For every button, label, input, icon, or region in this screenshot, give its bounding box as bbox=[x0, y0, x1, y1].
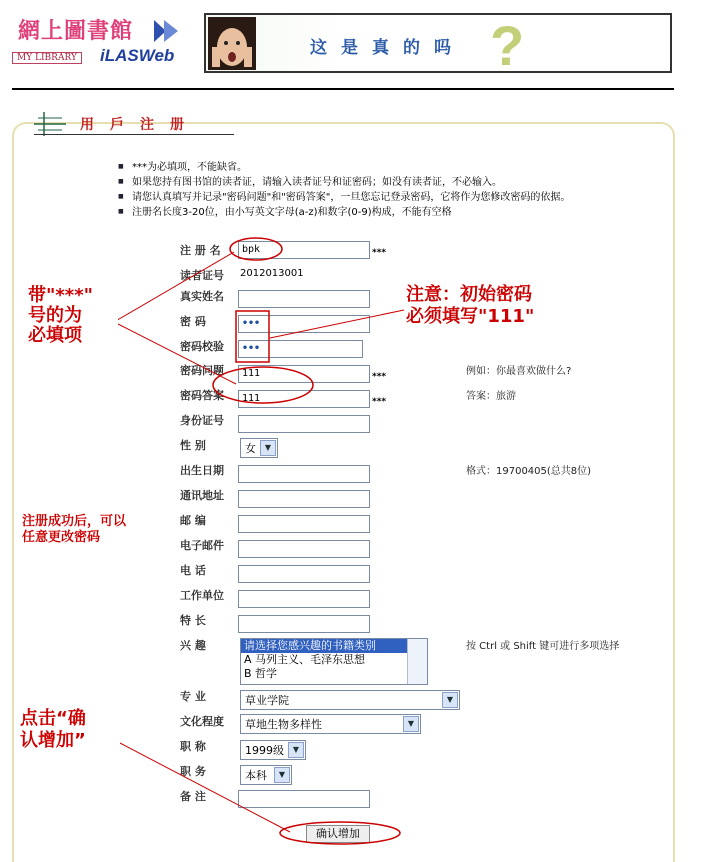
idcard-label: 身份证号 bbox=[180, 414, 224, 427]
interest-label: 兴 趣 bbox=[180, 639, 206, 652]
note-item: ■ ***为必填项，不能缺省。 bbox=[118, 160, 570, 175]
duty-label: 职 务 bbox=[180, 765, 206, 778]
reader-id-value: 2012013001 bbox=[240, 268, 304, 279]
chevron-down-icon[interactable]: ▼ bbox=[288, 742, 304, 758]
password-highlight-box bbox=[236, 311, 269, 362]
password-confirm-label: 密码校验 bbox=[180, 340, 224, 353]
chevron-down-icon[interactable]: ▼ bbox=[260, 440, 276, 456]
chevron-down-icon[interactable]: ▼ bbox=[274, 767, 290, 783]
education-value: 草地生物多样性 bbox=[245, 718, 322, 731]
answer-label: 密码答案 bbox=[180, 389, 224, 402]
realname-label: 真实姓名 bbox=[180, 290, 224, 303]
banner-slogan: 这是真的吗 bbox=[310, 38, 465, 58]
answer-input[interactable]: 111 bbox=[238, 390, 370, 408]
specialty-label: 特 长 bbox=[180, 614, 206, 627]
duty-value: 本科 bbox=[245, 769, 267, 782]
address-label: 通讯地址 bbox=[180, 489, 224, 502]
gender-label: 性 别 bbox=[180, 439, 206, 452]
note-item: ■ 请您认真填写并记录"密码问题"和"密码答案"，一旦您忘记登录密码，它将作为您修改密码的依据。 bbox=[118, 190, 570, 205]
question-input[interactable]: 111 bbox=[238, 365, 370, 383]
submit-highlight-ellipse bbox=[280, 822, 400, 844]
password-note-annotation: 注意：初始密码 必须填写"111" bbox=[406, 284, 535, 327]
required-note-annotation: 带"***" 号的为 必填项 bbox=[28, 286, 118, 426]
password-arrow-line bbox=[270, 310, 404, 338]
chevron-down-icon[interactable]: ▼ bbox=[442, 692, 458, 708]
required-mark: *** bbox=[372, 397, 387, 407]
question-mark-icon: ? bbox=[490, 14, 525, 77]
required-mark: *** bbox=[372, 248, 387, 258]
change-password-annotation: 注册成功后，可以 任意更改密码 bbox=[22, 514, 168, 546]
qa-highlight-ellipse bbox=[213, 367, 313, 403]
submit-arrow-line bbox=[118, 742, 290, 832]
phone-label: 电 话 bbox=[180, 564, 206, 577]
gender-value: 女 bbox=[245, 442, 256, 455]
question-label: 密码问题 bbox=[180, 364, 224, 377]
postcode-label: 邮 编 bbox=[180, 514, 206, 527]
list-item[interactable]: A 马列主义、毛泽东思想 bbox=[244, 653, 366, 666]
list-item[interactable]: 请选择您感兴趣的书籍类别 bbox=[241, 639, 412, 653]
username-input[interactable]: bpk bbox=[238, 241, 370, 259]
submit-button[interactable]: 确认增加 bbox=[306, 825, 370, 843]
submit-note-annotation: 点击“确 认增加” bbox=[20, 708, 120, 752]
required-arrow-line bbox=[114, 322, 236, 384]
remark-label: 备 注 bbox=[180, 790, 206, 803]
birthday-label: 出生日期 bbox=[180, 464, 224, 477]
list-item[interactable]: B 哲学 bbox=[244, 667, 278, 680]
interest-hint: 按 Ctrl 或 Shift 键可进行多项选择 bbox=[466, 641, 620, 652]
required-mark: *** bbox=[372, 372, 387, 382]
note-item: ■ 注册名长度3-20位，由小写英文字母(a-z)和数字(0-9)构成，不能有空格 bbox=[118, 205, 570, 220]
education-label: 文化程度 bbox=[180, 715, 224, 728]
password-input[interactable]: ••• bbox=[238, 315, 370, 333]
logo-brand: iLASWeb bbox=[100, 46, 175, 65]
required-arrow-line bbox=[114, 252, 234, 322]
note-item: ■ 如果您持有图书馆的读者证，请输入读者证号和证密码；如没有读者证，不必输入。 bbox=[118, 175, 570, 190]
answer-hint: 答案：旅游 bbox=[466, 391, 516, 402]
rank-value: 1999级 bbox=[245, 744, 284, 757]
rank-label: 职 称 bbox=[180, 740, 206, 753]
email-label: 电子邮件 bbox=[180, 539, 224, 552]
logo-chinese-text: 網上圖書館 bbox=[18, 18, 134, 44]
workplace-label: 工作单位 bbox=[180, 589, 224, 602]
username-label: 注 册 名 bbox=[180, 244, 221, 257]
major-label: 专 业 bbox=[180, 690, 206, 703]
chevron-down-icon[interactable]: ▼ bbox=[403, 716, 419, 732]
password-confirm-input[interactable]: ••• bbox=[238, 340, 363, 358]
major-value: 草业学院 bbox=[245, 694, 289, 707]
username-highlight-ellipse bbox=[230, 238, 282, 260]
birthday-hint: 格式：19700405(总共8位) bbox=[466, 466, 592, 477]
panel-title: 用戶注册 bbox=[80, 117, 200, 133]
reader-id-label: 读者证号 bbox=[180, 269, 224, 282]
logo-my-library: MY LIBRARY bbox=[12, 52, 82, 64]
password-label: 密 码 bbox=[180, 315, 206, 328]
question-hint: 例如：你最喜欢做什么? bbox=[466, 366, 572, 377]
